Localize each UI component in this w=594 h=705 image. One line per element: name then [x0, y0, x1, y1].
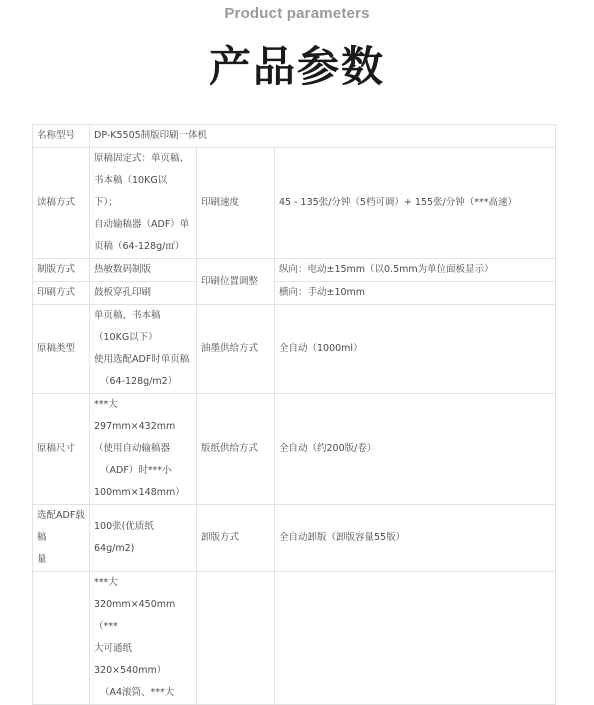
last-line: （A4滚筒、***大: [100, 687, 175, 698]
last-line: 320×540mm）: [94, 665, 167, 676]
print-value: 鼓板穿孔印刷: [90, 282, 197, 305]
ink-label: 油墨供给方式: [197, 305, 275, 394]
adf-label-line: 量: [37, 554, 47, 565]
orig-size-value: [90, 394, 197, 505]
model-label: 名称型号: [33, 125, 90, 148]
last-line: 大可通纸: [94, 643, 133, 654]
paper-value: 全自动（约200版/卷）: [275, 394, 556, 505]
orig-type-line: 使用选配ADF时单页稿: [94, 354, 190, 365]
adf-value: [90, 505, 197, 572]
orig-type-value: [90, 305, 197, 394]
orig-type-line: （10KG以下）: [94, 332, 158, 343]
table-row: [33, 125, 556, 148]
speed-label: 印刷速度: [197, 148, 275, 259]
table-row: [33, 282, 556, 305]
parameters-table: [32, 124, 556, 705]
table-row: [33, 259, 556, 282]
model-value: DP-K5505制版印刷一体机: [90, 125, 556, 148]
last-line: 320mm×450mm（***: [94, 599, 176, 632]
adf-line: 64g/m2): [94, 543, 135, 554]
position-label: 印刷位置调整: [197, 259, 275, 305]
table-row: [33, 148, 556, 259]
section-title: 产品参数: [208, 42, 385, 91]
print-label: 印刷方式: [33, 282, 90, 305]
plate-value: 热敏数码制版: [90, 259, 197, 282]
last-label-2: [197, 572, 275, 705]
position-v-value: 纵向：电动±15mm（以0.5mm为单位面板显示）: [275, 259, 556, 282]
adf-label: [33, 505, 90, 572]
plate-label: 制版方式: [33, 259, 90, 282]
ink-value: 全自动（1000ml）: [275, 305, 556, 394]
read-label: 读稿方式: [33, 148, 90, 259]
adf-label-line: 选配ADF载稿: [37, 510, 85, 543]
table-row: [33, 572, 556, 705]
last-value-2: [275, 572, 556, 705]
read-line: 书本稿（10KG以: [94, 175, 168, 186]
orig-size-line: ***大297mm×432mm: [94, 399, 176, 432]
paper-label: 版纸供给方式: [197, 394, 275, 505]
last-label: [33, 572, 90, 705]
unload-value: 全自动卸版（卸版容量55版）: [275, 505, 556, 572]
orig-type-line: 单页稿、书本稿: [94, 310, 161, 321]
read-line: 页稿（64-128g/㎡）: [94, 241, 185, 252]
section-subtitle: Product parameters: [224, 5, 370, 22]
table-row: [33, 394, 556, 505]
orig-type-line: （64-128g/m2）: [100, 376, 178, 387]
orig-type-label: 原稿类型: [33, 305, 90, 394]
last-value: [90, 572, 197, 705]
unload-label: 卸版方式: [197, 505, 275, 572]
orig-size-label: 原稿尺寸: [33, 394, 90, 505]
read-line: 原稿固定式：单页稿、: [94, 153, 190, 164]
read-line: 下）；: [94, 197, 118, 208]
speed-value: 45 - 135张/分钟（5档可调）+ 155张/分钟（***高速）: [275, 148, 556, 259]
orig-size-line: 100mm×148mm）: [94, 487, 185, 498]
read-value: [90, 148, 197, 259]
orig-size-line: （使用自动输稿器: [94, 443, 171, 454]
table-row: [33, 505, 556, 572]
read-line: 自动输稿器（ADF）单: [94, 219, 190, 230]
table-row: [33, 305, 556, 394]
last-line: ***大: [94, 577, 118, 588]
adf-line: 100张(优质纸: [94, 521, 154, 532]
position-h-value: 横向：手动±10mm: [275, 282, 556, 305]
orig-size-line: （ADF）时***小: [100, 465, 172, 476]
